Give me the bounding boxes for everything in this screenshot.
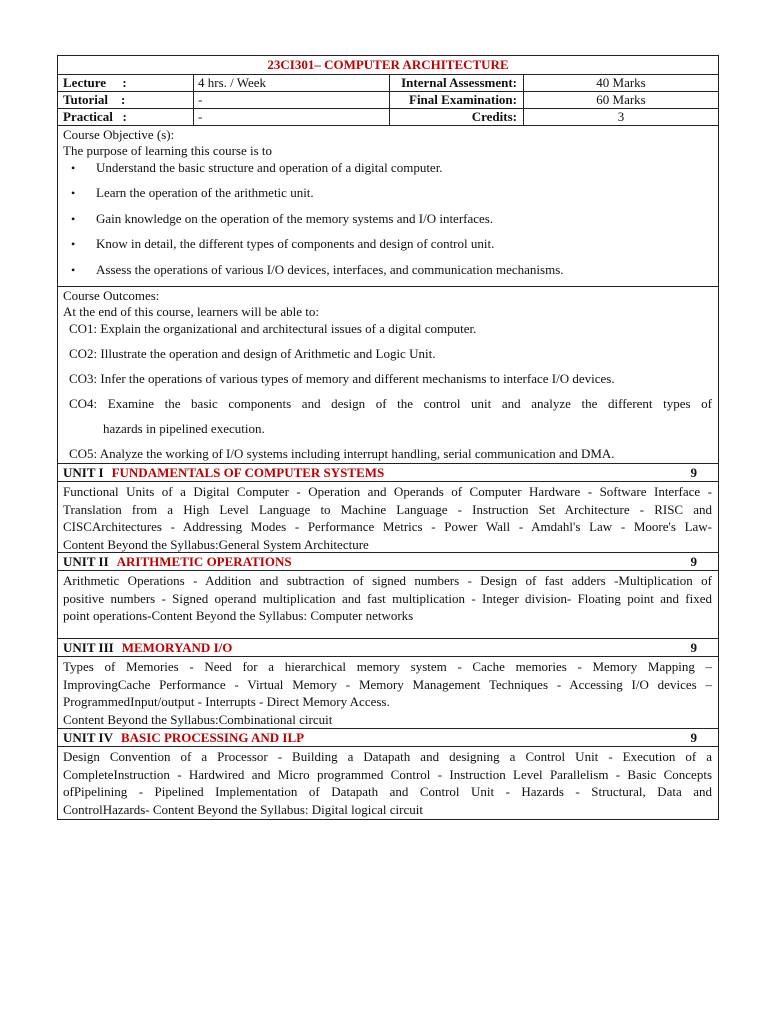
unit-title: ARITHMETIC OPERATIONS xyxy=(116,554,292,569)
unit-line: ofPipelining - Pipelined Implementation of Datapath and Control Unit - Hazards - Structural, Data and xyxy=(63,784,712,799)
info-value: 4 hrs. / Week xyxy=(194,75,390,91)
unit-line: ProgrammedInput/output - Interrupts - Direct Memory Access. xyxy=(63,694,390,709)
info-label-right: Credits: xyxy=(390,109,524,125)
info-value-right: 60 Marks xyxy=(596,92,646,107)
bullet-icon: • xyxy=(71,237,76,251)
unit-line: ImprovingCache Performance - Virtual Memory - Memory Management Techniques - Accessing I/O devices – xyxy=(63,676,712,692)
bullet-icon: • xyxy=(71,262,76,277)
unit-hours: 9 xyxy=(690,554,697,569)
objective-text: Learn the operation of the arithmetic unit. xyxy=(96,185,314,200)
unit-number: UNIT III xyxy=(63,640,114,655)
unit-content xyxy=(58,482,718,553)
list-item xyxy=(63,261,712,287)
unit-header xyxy=(58,729,718,747)
course-objectives xyxy=(58,126,718,287)
info-value-right: 40 Marks xyxy=(596,75,646,90)
unit-line: Design Convention of a Processor - Building a Datapath and designing a Control Unit - Execution of a xyxy=(63,749,712,764)
unit-line: ControlHazards- Content Beyond the Syllabus: Digital logical circuit xyxy=(63,801,423,817)
unit-title: FUNDAMENTALS OF COMPUTER SYSTEMS xyxy=(111,465,385,480)
outcomes-heading: Course Outcomes: xyxy=(63,288,160,303)
info-label: Tutorial : xyxy=(58,92,194,108)
info-row-lecture xyxy=(58,75,718,92)
info-row-tutorial xyxy=(58,92,718,109)
info-value: - xyxy=(194,92,390,108)
info-value-right: 3 xyxy=(617,109,625,124)
syllabus-table xyxy=(57,55,719,820)
list-item xyxy=(63,235,712,261)
objective-text: Gain knowledge on the operation of the memory systems and I/O interfaces. xyxy=(96,210,494,226)
unit-hours: 9 xyxy=(690,465,697,480)
unit-line: Arithmetic Operations - Addition and subtraction of signed numbers - Design of fast adders -Multiplication of xyxy=(63,573,712,588)
info-label: Lecture : xyxy=(58,75,194,91)
info-row-practical xyxy=(58,109,718,126)
bullet-icon: • xyxy=(71,211,76,226)
bullet-icon: • xyxy=(71,186,76,200)
unit-header xyxy=(58,553,718,571)
info-label-right: Internal Assessment: xyxy=(390,75,524,91)
unit-line: CompleteInstruction - Hardwired and Micro programmed Control - Instruction Level Parallelism - Basic Concepts xyxy=(63,766,712,782)
unit-hours: 9 xyxy=(690,730,697,745)
unit-line: Functional Units of a Digital Computer - Operation and Operands of Computer Hardware - Software Interface - xyxy=(63,484,712,499)
unit-content xyxy=(58,571,718,639)
unit-line: positive numbers - Signed operand multiplication and fast multiplication - Integer division- Floating point and fixed xyxy=(63,590,712,606)
objective-text: Assess the operations of various I/O devices, interfaces, and communication mechanisms. xyxy=(96,261,564,277)
bullet-icon: • xyxy=(71,161,76,175)
info-label: Practical : xyxy=(58,109,194,125)
list-item xyxy=(63,159,712,184)
list-item xyxy=(63,184,712,210)
outcome-co1: CO1: Explain the organizational and architectural issues of a digital computer. xyxy=(69,321,477,336)
unit-header xyxy=(58,639,718,657)
outcome-co2: CO2: Illustrate the operation and design of Arithmetic and Logic Unit. xyxy=(69,346,436,361)
unit-title: BASIC PROCESSING AND ILP xyxy=(120,730,305,745)
course-outcomes xyxy=(58,287,718,464)
objectives-list xyxy=(63,159,712,286)
outcome-co4-continued: hazards in pipelined execution. xyxy=(103,421,265,436)
unit-content xyxy=(58,657,718,729)
unit-line: point operations-Content Beyond the Syllabus: Computer networks xyxy=(63,608,414,623)
objective-text: Know in detail, the different types of components and design of control unit. xyxy=(96,236,495,251)
outcomes-intro: At the end of this course, learners will be able to: xyxy=(63,304,319,319)
objective-text: Understand the basic structure and operation of a digital computer. xyxy=(96,160,443,175)
unit-line: Content Beyond the Syllabus:Combinational circuit xyxy=(63,711,333,727)
info-label-right: Final Examination: xyxy=(390,92,524,108)
outcome-co4: CO4: Examine the basic components and design of the control unit and analyze the different types of xyxy=(69,396,712,411)
unit-line: Content Beyond the Syllabus:General System Architecture xyxy=(63,536,369,552)
unit-number: UNIT I xyxy=(63,465,104,480)
unit-header xyxy=(58,464,718,482)
objectives-heading: Course Objective (s): xyxy=(63,127,175,142)
unit-content xyxy=(58,747,718,819)
unit-line: Translation from a High Level Language to Machine Language - Instruction Set Architecture - RISC and xyxy=(63,501,712,517)
outcome-co3: CO3: Infer the operations of various types of memory and different mechanisms to interface I/O devices. xyxy=(69,371,615,386)
list-item xyxy=(63,210,712,236)
objectives-intro: The purpose of learning this course is to xyxy=(63,143,273,158)
unit-line: Types of Memories - Need for a hierarchical memory system - Cache memories - Memory Mapping – xyxy=(63,659,712,674)
course-title: 23CI301– COMPUTER ARCHITECTURE xyxy=(58,56,718,75)
unit-number: UNIT IV xyxy=(63,730,113,745)
unit-title: MEMORYAND I/O xyxy=(121,640,233,655)
outcome-co5: CO5: Analyze the working of I/O systems including interrupt handling, serial communication and DMA. xyxy=(69,446,615,461)
unit-number: UNIT II xyxy=(63,554,109,569)
unit-line: CISCArchitectures - Addressing Modes - Performance Metrics - Power Wall - Amdahl's Law - Moore's Law- xyxy=(63,519,712,534)
unit-hours: 9 xyxy=(690,640,697,655)
info-value: - xyxy=(194,109,390,125)
